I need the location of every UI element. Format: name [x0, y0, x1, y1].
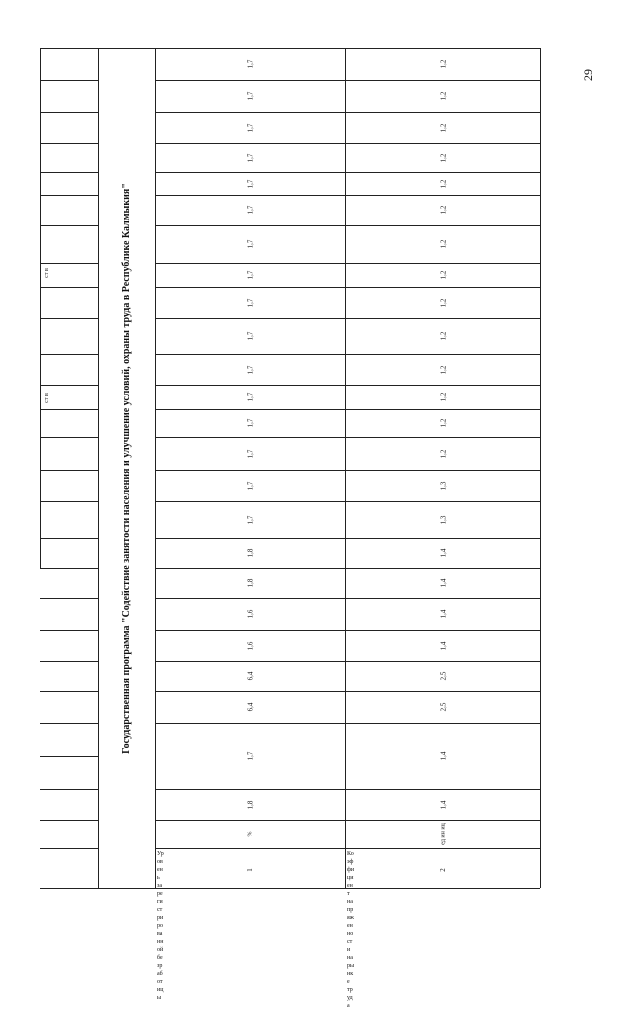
grid-line	[155, 661, 540, 662]
table-cell-value: 6,4	[245, 702, 254, 712]
table-cell-value: 2,5	[438, 702, 447, 712]
table-cell-value: 1,2	[438, 239, 447, 249]
grid-line	[40, 470, 98, 471]
grid-line	[155, 112, 540, 113]
table-cell-value: 1,7	[245, 481, 254, 490]
table-cell-value: 1,2	[438, 153, 447, 162]
grid-line	[155, 80, 540, 81]
grid-line	[40, 820, 98, 821]
table-cell-value: 1,8	[245, 578, 254, 588]
grid-line	[155, 354, 540, 355]
table-cell-value: 1,4	[438, 578, 447, 588]
grid-line	[40, 385, 98, 386]
grid-line	[540, 48, 541, 888]
grid-line	[155, 437, 540, 438]
grid-line	[40, 354, 98, 355]
grid-line	[40, 287, 98, 288]
table-cell-value: 1,4	[438, 751, 447, 761]
table-cell-value: 1,2	[438, 449, 447, 458]
grid-line	[40, 538, 98, 539]
table-cell-value: 1,7	[245, 270, 254, 280]
grid-line	[155, 538, 540, 539]
grid-line	[155, 172, 540, 173]
grid-line	[155, 568, 540, 569]
grid-line	[155, 723, 540, 724]
grid-line	[40, 888, 98, 889]
grid-line	[40, 195, 98, 196]
table-cell-value: 1,7	[245, 515, 254, 524]
grid-line	[155, 598, 540, 599]
table-cell-value: 1,2	[438, 179, 447, 188]
table-cell-value: 1,7	[245, 239, 254, 249]
table-cell-value: 1,4	[438, 800, 447, 809]
table-cell-value: 1,7	[245, 59, 254, 69]
grid-line	[155, 691, 540, 692]
table-cell-value: 1,2	[438, 331, 447, 341]
grid-line	[155, 225, 540, 226]
grid-line	[155, 470, 540, 471]
grid-line	[40, 112, 98, 113]
table-cell-name: Ур ов ен ь за ре ги ст ри ро ва нн ой бе зр аб от иц ы	[157, 851, 164, 1001]
table-cell-unit: %	[247, 831, 253, 837]
grid-line	[155, 409, 540, 410]
table-cell-value: 1,6	[245, 641, 254, 650]
grid-line	[155, 263, 540, 264]
table-cell-value: 1,7	[245, 298, 254, 307]
table-cell-value: 1,2	[438, 392, 447, 402]
table-cell-value: 1,7	[245, 751, 254, 761]
program-title: Государственная программа "Содействие занятости населения и улучшение условий, охраны труда в Республике Калмыкия"	[120, 182, 132, 754]
table-cell-value: 1,7	[245, 365, 254, 374]
grid-line	[40, 263, 98, 264]
grid-line	[155, 287, 540, 288]
grid-line	[40, 723, 98, 724]
grid-line	[155, 143, 540, 144]
grid-line	[40, 789, 98, 790]
table-cell-value: 1,8	[245, 800, 254, 809]
table-cell-value: 1,4	[438, 548, 447, 558]
table-cell-name: Ко эф фи ци ен т нa пр яж ен но ст и на ры нк е тр уд а	[347, 851, 355, 1009]
table-row-number: 1	[245, 868, 254, 872]
side-mark: ст в	[43, 393, 50, 403]
table-cell-value: 1,7	[245, 205, 254, 215]
table-cell-value: 1,4	[438, 641, 447, 650]
table-row-number: 2	[438, 868, 447, 872]
grid-line	[40, 848, 98, 849]
page-number: 29	[581, 69, 595, 81]
grid-line	[155, 385, 540, 386]
grid-line	[40, 225, 98, 226]
table-cell-value: 6,4	[245, 671, 254, 681]
grid-line	[40, 501, 98, 502]
grid-line	[155, 48, 540, 49]
table-cell-value: 1,3	[438, 481, 447, 490]
table-cell-value: 1,7	[245, 91, 254, 101]
grid-line	[155, 195, 540, 196]
grid-line	[155, 630, 540, 631]
table-cell-unit: ед ин иц	[440, 823, 447, 845]
table-cell-value: 1,3	[438, 515, 447, 524]
side-mark: ст в	[43, 268, 50, 278]
table-cell-value: 1,2	[438, 91, 447, 101]
grid-line	[40, 756, 98, 757]
table-cell-value: 1,7	[245, 123, 254, 132]
table-cell-value: 2,5	[438, 671, 447, 681]
grid-line	[40, 143, 98, 144]
table-cell-value: 1,4	[438, 609, 447, 619]
grid-line	[155, 789, 540, 790]
table-cell-value: 1,8	[245, 548, 254, 558]
grid-line	[155, 820, 540, 821]
table-cell-value: 1,7	[245, 331, 254, 341]
grid-line	[40, 661, 98, 662]
grid-line	[40, 172, 98, 173]
grid-line	[40, 409, 98, 410]
table-cell-value: 1,2	[438, 418, 447, 428]
table-cell-value: 1,7	[245, 153, 254, 162]
grid-line	[40, 80, 98, 81]
grid-line	[98, 48, 99, 888]
table-cell-value: 1,7	[245, 179, 254, 188]
table-cell-value: 1,6	[245, 609, 254, 619]
grid-line	[155, 848, 540, 849]
grid-line	[155, 501, 540, 502]
grid-line	[40, 630, 98, 631]
table-cell-value: 1,2	[438, 205, 447, 215]
table-cell-value: 1,7	[245, 418, 254, 428]
grid-line	[40, 48, 98, 49]
table-cell-value: 1,2	[438, 270, 447, 280]
table-cell-value: 1,2	[438, 365, 447, 374]
grid-line	[155, 48, 156, 888]
grid-line	[40, 598, 98, 599]
table-cell-value: 1,7	[245, 392, 254, 402]
grid-line	[155, 318, 540, 319]
table-cell-value: 1,7	[245, 449, 254, 458]
grid-line	[40, 691, 98, 692]
grid-line	[40, 437, 98, 438]
grid-line	[40, 48, 41, 568]
table-cell-value: 1,2	[438, 59, 447, 69]
grid-line	[40, 318, 98, 319]
table-cell-value: 1,2	[438, 298, 447, 307]
grid-line	[40, 568, 98, 569]
table-cell-value: 1,2	[438, 123, 447, 132]
grid-line	[345, 48, 346, 888]
